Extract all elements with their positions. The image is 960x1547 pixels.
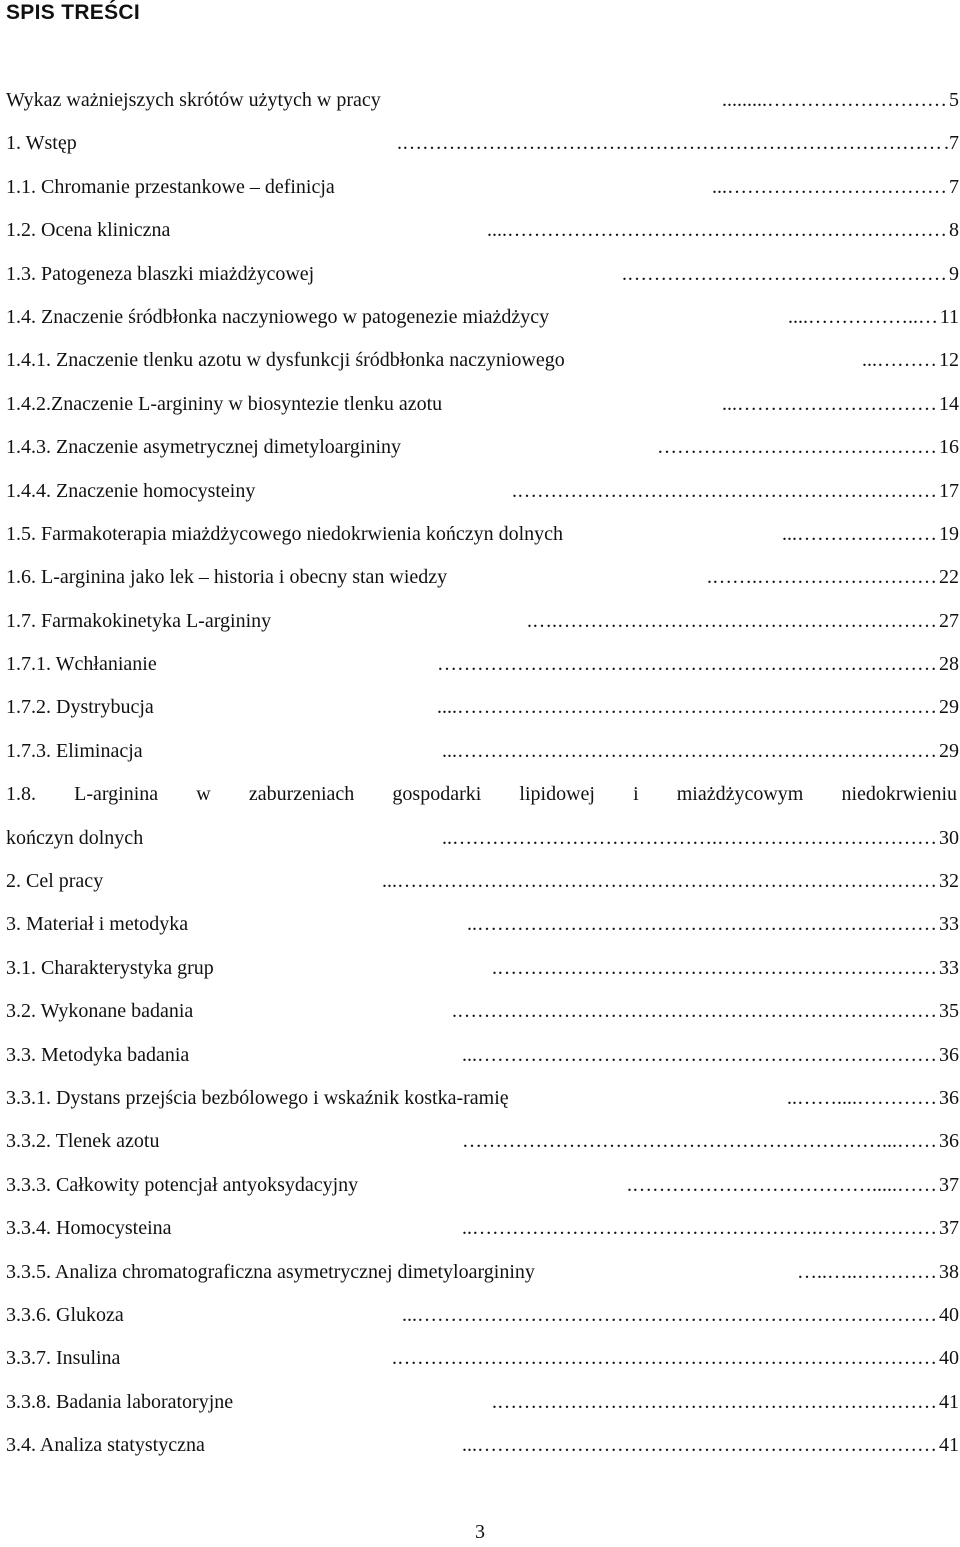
toc-page-number: 37 [939,1173,959,1196]
toc-leader-dots: …………………... [782,522,937,545]
toc-page-number: 22 [939,566,959,589]
toc-entry [6,127,959,170]
toc-leader-dots: …………....…….. [787,1086,937,1109]
toc-leader-dots: ……………………………………………………………... [462,1043,937,1066]
toc-leader-dots: ………………………......... [722,89,947,111]
toc-leader-dots: ……………………………………………………………………... [402,1303,937,1326]
toc-entry [6,1039,959,1082]
toc-entry-label: 1.7.1. Wchłanianie [6,653,157,676]
toc-leader-dots: ………………………………………………………. [512,479,937,502]
toc-page-number: 35 [939,1000,959,1023]
toc-leader-dots: ……………………………………………………………... [462,1434,937,1457]
toc-leader-dots: …..…………….... [788,305,938,328]
toc-entry [6,171,959,214]
toc-page-number: 28 [939,653,959,676]
toc-page-number: 5 [949,89,959,111]
toc-entry [6,301,959,344]
toc-entry [6,1212,959,1255]
toc-leader-dots: ………………………………………………….…. [527,609,937,632]
page-number: 3 [475,1521,485,1543]
toc-page-number: 38 [939,1260,959,1283]
toc-entry [6,475,959,518]
toc-entry-label: 1.2. Ocena kliniczna [6,219,171,242]
toc-entry [6,1429,959,1472]
toc-entry [6,908,959,951]
toc-entry-label: 3.3.5. Analiza chromatograficzna asymetrycznej dimetyloargininy [6,1260,535,1283]
toc-leader-dots: ………………………………………………………………………. [397,132,942,155]
toc-entry [6,1082,959,1125]
toc-entry [6,561,959,604]
toc-entry [6,952,959,995]
toc-leader-dots: ………... [862,349,937,372]
toc-page-number: 9 [949,262,959,285]
toc-entry [6,691,959,734]
toc-entry [6,1299,959,1342]
toc-leader-dots: ……...……………………………………………………… [462,1130,937,1153]
toc-leader-dots: …………………………………… [657,436,937,459]
toc-leader-dots: …………………………………………………………….. [467,913,937,936]
toc-entry [6,214,959,257]
toc-entry-label: 3.1. Charakterystyka grup [6,956,214,979]
toc-page-number: 33 [939,913,959,936]
toc-page-number: 14 [939,392,959,415]
page-title: SPIS TREŚCI [6,1,140,24]
toc-entry [6,778,959,821]
toc-entry-label: 3.4. Analiza statystyczna [6,1434,205,1457]
toc-leader-dots: ………………………………………………………………... [442,739,937,762]
toc-page-number: 19 [939,522,959,545]
toc-leader-dots: ……………………………………………………………….... [437,696,937,719]
toc-entry [6,344,959,387]
toc-entry-label: 3. Materiał i metodyka [6,913,189,936]
toc-page-number: 8 [949,219,959,242]
toc-page-number: 41 [939,1390,959,1413]
toc-entry [6,865,959,908]
toc-entry-label: 1.4.4. Znaczenie homocysteiny [6,479,256,502]
toc-leader-dots: ………………………………………………………………………. [392,1347,937,1370]
toc-entry-label: 3.3.3. Całkowity potencjał antyoksydacyjny [6,1173,359,1196]
toc-entry-label: 3.3.1. Dystans przejścia bezbólowego i wskaźnik kostka-ramię [6,1086,509,1109]
toc-leader-dots: …………..…..… [797,1260,937,1283]
toc-entry-label: 3.3. Metodyka badania [6,1043,190,1066]
toc-entry-label: 1.1. Chromanie przestankowe – definicja [6,175,335,198]
toc-entry-label: 1.7.3. Eliminacja [6,739,143,762]
toc-leader-dots: …….....………………………………. [627,1173,937,1196]
toc-leader-dots: ……………….…………………………………………….. [462,1217,937,1240]
toc-entry [6,822,959,865]
toc-entry-label: 1.4. Znaczenie śródbłonka naczyniowego w patogenezie miażdżycy [6,305,550,328]
toc-entry-label: 3.3.4. Homocysteina [6,1217,172,1240]
toc-page-number: 36 [939,1086,959,1109]
toc-entry [6,1256,959,1299]
table-of-contents [6,84,959,1473]
toc-entry-label: 1. Wstęp [6,132,77,155]
toc-page-number: 27 [939,609,959,632]
toc-entry [6,84,959,127]
toc-entry [6,388,959,431]
toc-page-number: .7 [944,132,959,155]
toc-leader-dots: …………………………………………………………. [492,956,937,979]
toc-page-number: 17 [939,479,959,502]
toc-leader-dots: …………………………………………. [622,262,947,285]
toc-page-number: 36 [939,1130,959,1153]
toc-entry [6,648,959,691]
toc-leader-dots: …………………………….………………………………….. [442,826,937,849]
toc-entry-label: 1.7.2. Dystrybucja [6,696,154,719]
toc-entry [6,735,959,778]
toc-entry-label: 3.3.8. Badania laboratoryjne [6,1390,234,1413]
toc-leader-dots: ………………………………………………………….... [487,219,947,242]
toc-entry-label: 2. Cel pracy [6,870,104,893]
toc-page-number: 41 [939,1434,959,1457]
toc-entry [6,1342,959,1385]
toc-entry-label: 1.8. L-arginina w zaburzeniach gospodarki lipidowej i miażdżycowym niedokrwieniu [6,783,957,806]
toc-entry-label: 1.6. L-arginina jako lek – historia i obecny stan wiedzy [6,566,448,589]
toc-leader-dots: ………………………………………………………………. [452,1000,937,1023]
toc-entry-label: 1.4.2.Znaczenie L-argininy w biosyntezie tlenku azotu [6,392,443,415]
toc-entry [6,518,959,561]
toc-entry-label: 3.3.7. Insulina [6,1347,121,1370]
toc-page-number: 37 [939,1217,959,1240]
toc-entry-label: 3.3.2. Tlenek azotu [6,1130,160,1153]
toc-entry-label: 1.4.1. Znaczenie tlenku azotu w dysfunkcji śródbłonka naczyniowego [6,349,565,372]
toc-entry-label: 1.5. Farmakoterapia miażdżycowego niedokrwienia kończyn dolnych [6,522,564,545]
toc-page-number: 33 [939,956,959,979]
toc-page-number: 12 [939,349,959,372]
toc-leader-dots: ……………………………... [712,175,947,198]
toc-page-number: 32 [939,870,959,893]
toc-entry-label: 3.3.6. Glukoza [6,1303,124,1326]
toc-leader-dots: ………………………………………………………………… [437,653,937,676]
toc-leader-dots: ………………………………………………………………………... [382,870,937,893]
toc-page-number: 36 [939,1043,959,1066]
toc-entry-label: 1.7. Farmakokinetyka L-argininy [6,609,272,632]
toc-page-number: 29 [939,739,959,762]
toc-entry-label: 1.4.3. Znaczenie asymetrycznej dimetyloargininy [6,436,402,459]
toc-entry [6,1125,959,1168]
toc-entry-label: 3.2. Wykonane badania [6,1000,194,1023]
toc-leader-dots: …………………………………………………………. [492,1390,937,1413]
toc-entry [6,431,959,474]
toc-leader-dots: …………………………... [722,392,937,415]
toc-page-number: 11 [939,305,959,328]
toc-page-number: 29 [939,696,959,719]
toc-entry [6,1169,959,1212]
toc-page-number: 40 [939,1347,959,1370]
toc-entry-label: Wykaz ważniejszych skrótów użytych w pracy [6,89,381,111]
toc-entry-label: kończyn dolnych [6,826,144,849]
toc-entry [6,258,959,301]
toc-page-number: 30 [939,826,959,849]
toc-entry [6,605,959,648]
toc-leader-dots: ……………………….……. [707,566,937,589]
toc-page-number: 16 [939,436,959,459]
toc-entry [6,995,959,1038]
toc-entry-label: 1.3. Patogeneza blaszki miażdżycowej [6,262,315,285]
toc-page-number: 7 [949,175,959,198]
toc-page-number: 40 [939,1303,959,1326]
toc-entry [6,1386,959,1429]
